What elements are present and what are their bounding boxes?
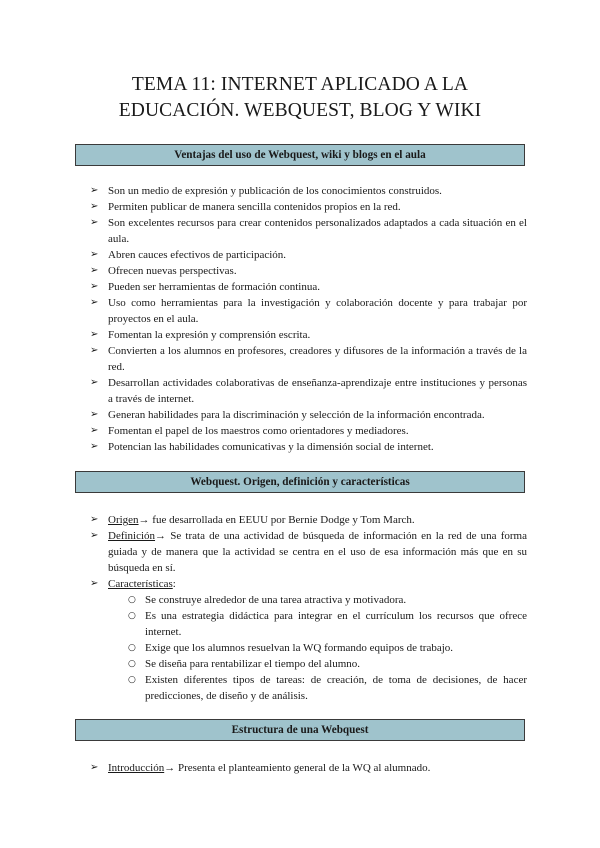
- section-heading-estructura: Estructura de una Webquest: [75, 719, 525, 741]
- right-arrow-icon: →: [164, 762, 176, 774]
- arrow-bullet-icon: ➢: [90, 329, 99, 340]
- list-item: [90, 423, 527, 439]
- arrow-bullet-icon: ➢: [90, 265, 99, 276]
- definicion-text: Se trata de una actividad de búsqueda de información en la red de una forma guiada y de manera que la actividad se centra en el uso de esa información más que en su búsqueda en sí.: [108, 530, 527, 574]
- arrow-bullet-icon: ➢: [90, 281, 99, 292]
- sublist-item: [108, 656, 527, 672]
- caracteristicas-label: Características: [108, 578, 173, 590]
- circle-bullet-icon: ○: [128, 659, 136, 669]
- section-heading-ventajas: Ventajas del uso de Webquest, wiki y blogs en el aula: [75, 144, 525, 166]
- list-item-introduccion: [90, 760, 527, 776]
- circle-bullet-icon: ○: [128, 643, 136, 653]
- list-item: [90, 199, 527, 215]
- list-item: [90, 407, 527, 423]
- list-item-caracteristicas: [90, 576, 527, 704]
- list-item-text: Permiten publicar de manera sencilla contenidos propios en la red.: [108, 201, 401, 213]
- right-arrow-icon: →: [155, 530, 167, 542]
- estructura-list: [90, 760, 527, 776]
- sublist-item: [108, 608, 527, 640]
- arrow-bullet-icon: ➢: [90, 530, 99, 541]
- list-item-text: Generan habilidades para la discriminación y selección de la información encontrada.: [108, 409, 485, 421]
- introduccion-label: Introducción: [108, 762, 165, 774]
- arrow-bullet-icon: ➢: [90, 425, 99, 436]
- arrow-bullet-icon: ➢: [90, 217, 99, 228]
- list-item-origen: [90, 512, 527, 528]
- sublist-item-text: Existen diferentes tipos de tareas: de creación, de toma de decisiones, de hacer predicciones, de diseño y de análisis.: [145, 674, 527, 702]
- circle-bullet-icon: ○: [128, 611, 136, 621]
- arrow-bullet-icon: ➢: [90, 249, 99, 260]
- sublist-item-text: Es una estrategia didáctica para integrar en el currículum los recursos que ofrece internet.: [145, 610, 527, 638]
- list-item-text: Fomentan el papel de los maestros como orientadores y mediadores.: [108, 425, 409, 437]
- list-item-text: Son un medio de expresión y publicación de los conocimientos construidos.: [108, 185, 442, 197]
- sublist-item-text: Exige que los alumnos resuelvan la WQ formando equipos de trabajo.: [145, 642, 454, 654]
- caracteristicas-sublist: [108, 592, 527, 704]
- list-item-text: Potencian las habilidades comunicativas y la dimensión social de internet.: [108, 441, 434, 453]
- list-item: [90, 439, 527, 455]
- list-item: [90, 247, 527, 263]
- list-item: [90, 295, 527, 327]
- title-line-1: TEMA 11: INTERNET APLICADO A LA: [131, 74, 469, 95]
- sublist-item: [108, 640, 527, 656]
- ventajas-list: [90, 183, 527, 455]
- list-item-text: Uso como herramientas para la investigación y colaboración docente y para trabajar por proyectos en el aula.: [108, 297, 527, 325]
- list-item: [90, 215, 527, 247]
- webquest-list: [90, 512, 527, 704]
- origen-text: fue desarrollada en EEUU por Bernie Dodge y Tom March.: [149, 514, 415, 526]
- title-line-2: EDUCACIÓN. WEBQUEST, BLOG Y WIKI: [118, 100, 482, 121]
- introduccion-text: Presenta el planteamiento general de la WQ al alumnado.: [175, 762, 431, 774]
- definicion-label: Definición: [108, 530, 156, 542]
- arrow-bullet-icon: ➢: [90, 201, 99, 212]
- origen-label: Origen: [108, 514, 139, 526]
- arrow-bullet-icon: ➢: [90, 441, 99, 452]
- list-item-text: Ofrecen nuevas perspectivas.: [108, 265, 237, 277]
- list-item: [90, 183, 527, 199]
- list-item-text: Son excelentes recursos para crear contenidos personalizados adaptados a cada situación en el aula.: [108, 217, 527, 245]
- circle-bullet-icon: ○: [128, 675, 136, 685]
- list-item-text: Desarrollan actividades colaborativas de enseñanza-aprendizaje entre instituciones y personas a través de internet.: [108, 377, 527, 405]
- sublist-item: [108, 592, 527, 608]
- arrow-bullet-icon: ➢: [90, 345, 99, 356]
- sublist-item-text: Se construye alrededor de una tarea atractiva y motivadora.: [145, 594, 407, 606]
- arrow-bullet-icon: ➢: [90, 762, 99, 773]
- arrow-bullet-icon: ➢: [90, 514, 99, 525]
- list-item: [90, 263, 527, 279]
- sublist-item: [108, 672, 527, 704]
- sublist-item-text: Se diseña para rentabilizar el tiempo del alumno.: [145, 658, 361, 670]
- arrow-bullet-icon: ➢: [90, 185, 99, 196]
- list-item-text: Convierten a los alumnos en profesores, creadores y difusores de la información a través de la red.: [108, 345, 527, 373]
- section-heading-webquest-origen: Webquest. Origen, definición y características: [75, 471, 525, 493]
- page-title: [60, 72, 540, 124]
- arrow-bullet-icon: ➢: [90, 297, 99, 308]
- list-item: [90, 343, 527, 375]
- list-item-text: Fomentan la expresión y comprensión escrita.: [108, 329, 311, 341]
- list-item-text: Pueden ser herramientas de formación continua.: [108, 281, 320, 293]
- arrow-bullet-icon: ➢: [90, 578, 99, 589]
- list-item-definicion: [90, 528, 527, 576]
- list-item: [90, 327, 527, 343]
- circle-bullet-icon: ○: [128, 595, 136, 605]
- list-item-text: Abren cauces efectivos de participación.: [108, 249, 287, 261]
- caracteristicas-colon: :: [172, 578, 176, 590]
- arrow-bullet-icon: ➢: [90, 377, 99, 388]
- list-item: [90, 375, 527, 407]
- list-item: [90, 279, 527, 295]
- arrow-bullet-icon: ➢: [90, 409, 99, 420]
- right-arrow-icon: →: [138, 514, 150, 526]
